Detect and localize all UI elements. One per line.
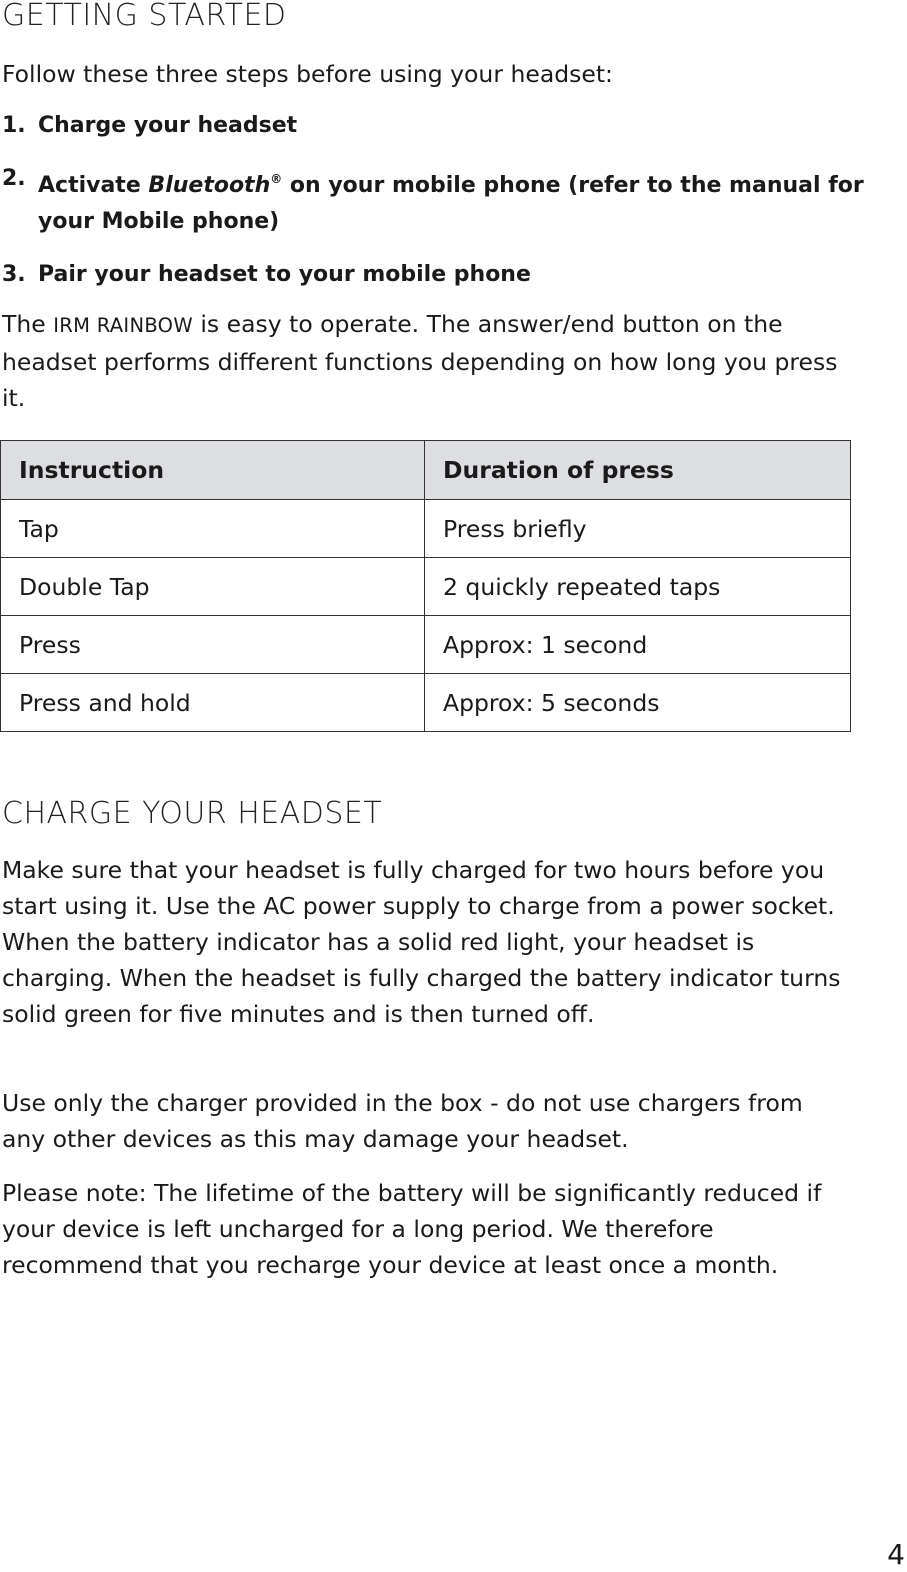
step-number: 2. bbox=[2, 166, 26, 191]
step-text: Charge your headset bbox=[38, 113, 298, 138]
instruction-cell: Press and hold bbox=[1, 674, 425, 732]
operate-paragraph bbox=[2, 306, 852, 416]
table-row bbox=[1, 558, 851, 616]
step-item bbox=[2, 161, 882, 240]
bluetooth-term: Bluetooth bbox=[148, 173, 271, 198]
charge-heading: CHARGE YOUR HEADSET bbox=[2, 796, 383, 831]
duration-cell: Approx: 1 second bbox=[425, 616, 851, 674]
page-number: 4 bbox=[887, 1538, 905, 1571]
getting-started-heading: GETTING STARTED bbox=[2, 0, 287, 33]
operate-text-post: is easy to operate. The answer/end button on the headset performs different functions depending on how long you press it. bbox=[2, 310, 838, 412]
duration-cell: 2 quickly repeated taps bbox=[425, 558, 851, 616]
step-number: 3. bbox=[2, 262, 26, 287]
instruction-cell: Press bbox=[1, 616, 425, 674]
registered-mark: ® bbox=[270, 172, 283, 186]
table-row bbox=[1, 616, 851, 674]
step-text-post: on your mobile phone (refer to the manual for your Mobile phone) bbox=[38, 173, 864, 234]
charge-paragraph-1: Make sure that your headset is fully charged for two hours before you start using it. Use the AC power supply to charge from a power socket. When the battery indicator has a solid red light, your headset is charging. When the headset is fully charged the battery indicator turns solid green for five minutes and is then turned off. bbox=[2, 856, 841, 1028]
step-item bbox=[2, 257, 882, 293]
column-header-duration: Duration of press bbox=[425, 441, 851, 500]
charge-paragraph-3: Please note: The lifetime of the battery will be significantly reduced if your device is left uncharged for a long period. We therefore recommend that you recharge your device at least once a month. bbox=[2, 1179, 822, 1279]
duration-cell: Press briefly bbox=[425, 500, 851, 558]
instruction-cell: Double Tap bbox=[1, 558, 425, 616]
charge-paragraph-2: Use only the charger provided in the box - do not use chargers from any other devices as this may damage your headset. bbox=[2, 1089, 803, 1153]
button-commands-table bbox=[0, 440, 851, 732]
step-item bbox=[2, 108, 882, 144]
steps-list bbox=[2, 108, 882, 293]
table-header-row bbox=[1, 441, 851, 500]
operate-text-pre: The bbox=[2, 310, 54, 338]
instruction-cell: Tap bbox=[1, 500, 425, 558]
table-row bbox=[1, 500, 851, 558]
step-text: Pair your headset to your mobile phone bbox=[38, 262, 531, 287]
column-header-instruction: Instruction bbox=[1, 441, 425, 500]
step-number: 1. bbox=[2, 113, 26, 138]
intro-text: Follow these three steps before using your headset: bbox=[2, 60, 613, 88]
table-row bbox=[1, 674, 851, 732]
duration-cell: Approx: 5 seconds bbox=[425, 674, 851, 732]
product-name: IRM RAINBOW bbox=[53, 314, 193, 337]
step-text-pre: Activate bbox=[38, 173, 149, 198]
